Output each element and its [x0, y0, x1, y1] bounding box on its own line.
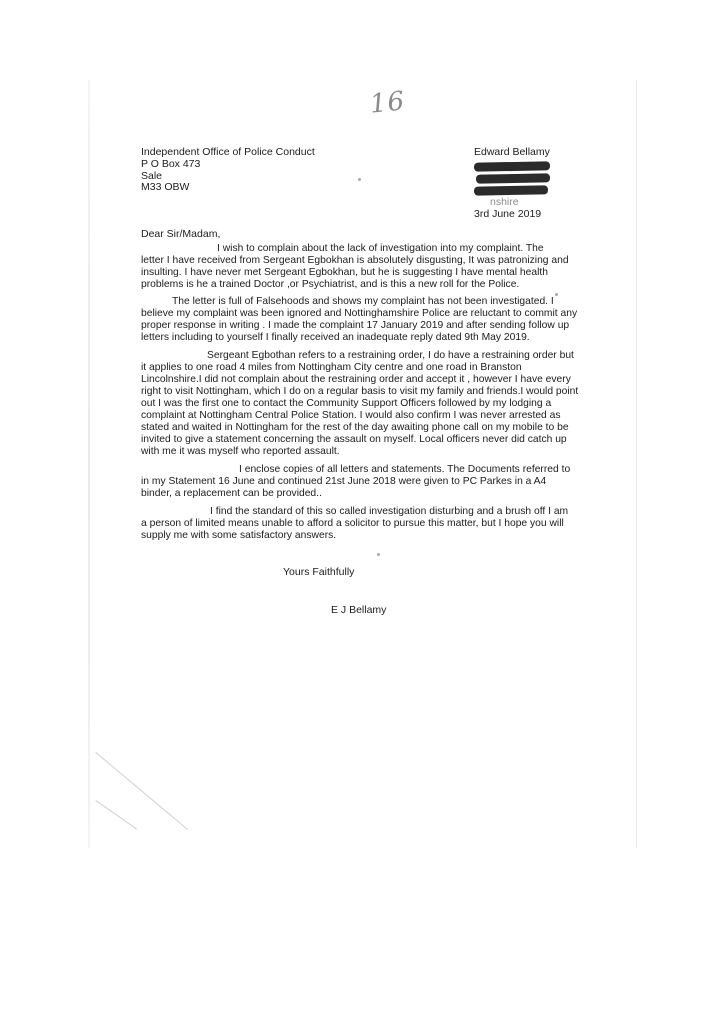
body-line: I wish to complain about the lack of investigation into my complaint. The [217, 243, 544, 254]
sender-address [474, 147, 550, 220]
body-line: The letter is full of Falsehoods and shows my complaint has not been investigated. I [172, 296, 554, 307]
body-line: invited to give a statement concerning the assault on myself. Local officers never did catch up [141, 434, 567, 445]
body-line: right to visit Nottingham, which I do on a regular basis to visit my family and friends.I would point [141, 386, 579, 397]
body-line: stated and waited in Nottingham for the rest of the day awaiting phone call on my mobile to be [141, 422, 569, 433]
redacted-address-line [474, 161, 550, 171]
body-line: supply me with some satisfactory answers. [141, 530, 337, 541]
body-line: believe my complaint was been ignored and Nottinghamshire Police are reluctant to commit any [141, 308, 578, 319]
scan-speck [377, 553, 380, 556]
handwritten-page-number: 16 [368, 86, 407, 120]
body-line: proper response in writing . I made the complaint 17 January 2019 and after sending follow up [141, 320, 570, 331]
body-line: Lincolnshire.I did not complain about the restraining order and accept it , however I have every [141, 374, 571, 385]
signature-name: E J Bellamy [331, 604, 387, 616]
recipient-line: M33 OBW [141, 181, 190, 194]
redacted-address-line [474, 185, 548, 195]
salutation: Dear Sir/Madam, [141, 228, 221, 240]
body-line: binder, a replacement can be provided.. [141, 488, 322, 499]
scan-edge-shadow [88, 80, 90, 848]
body-line: with me it was myself who reported assault. [141, 446, 340, 457]
body-line: complaint at Nottingham Central Police Station. I would also confirm I was never arrested as [141, 410, 561, 421]
body-line: I enclose copies of all letters and statements. The Documents referred to [239, 464, 571, 475]
recipient-line: Sale [141, 169, 163, 182]
redacted-address-line [476, 173, 550, 183]
body-line: insulting. I have never met Sergeant Egbokhan, but he is suggesting I have mental health [141, 267, 548, 278]
body-line: in my Statement 16 June and continued 21st June 2018 were given to PC Parkes in a A4 [141, 476, 547, 487]
letter-date: 3rd June 2019 [474, 207, 542, 220]
recipient-line: Independent Office of Police Conduct [141, 146, 315, 158]
body-line: out I was the first one to contact the Community Support Officers followed by my lodging a [141, 398, 552, 409]
body-line: a person of limited means unable to afford a solicitor to pursue this matter, but I hope you will [141, 518, 564, 529]
body-line: Sergeant Egbothan refers to a restraining order, I do have a restraining order but [207, 350, 574, 361]
body-line: problems is he a trained Doctor ,or Psychiatrist, and is this a new roll for the Police. [141, 279, 520, 290]
recipient-line: P O Box 473 [141, 157, 201, 170]
recipient-address [141, 147, 315, 194]
scan-speck [555, 293, 558, 296]
scan-speck [358, 178, 361, 181]
body-line: letters including to yourself I finally received an inadequate reply dated 9th May 2019. [141, 332, 530, 343]
sender-name: Edward Bellamy [474, 146, 550, 158]
sender-county-fragment: nshire [490, 195, 519, 208]
closing: Yours Faithfully [283, 566, 355, 578]
body-line: I find the standard of this so called investigation disturbing and a brush off I am [210, 506, 569, 517]
body-line: letter I have received from Sergeant Egbokhan is absolutely disgusting, It was patronizing and [141, 255, 569, 266]
body-line: it applies to one road 4 miles from Nottingham City centre and one road in Branston [141, 362, 522, 373]
